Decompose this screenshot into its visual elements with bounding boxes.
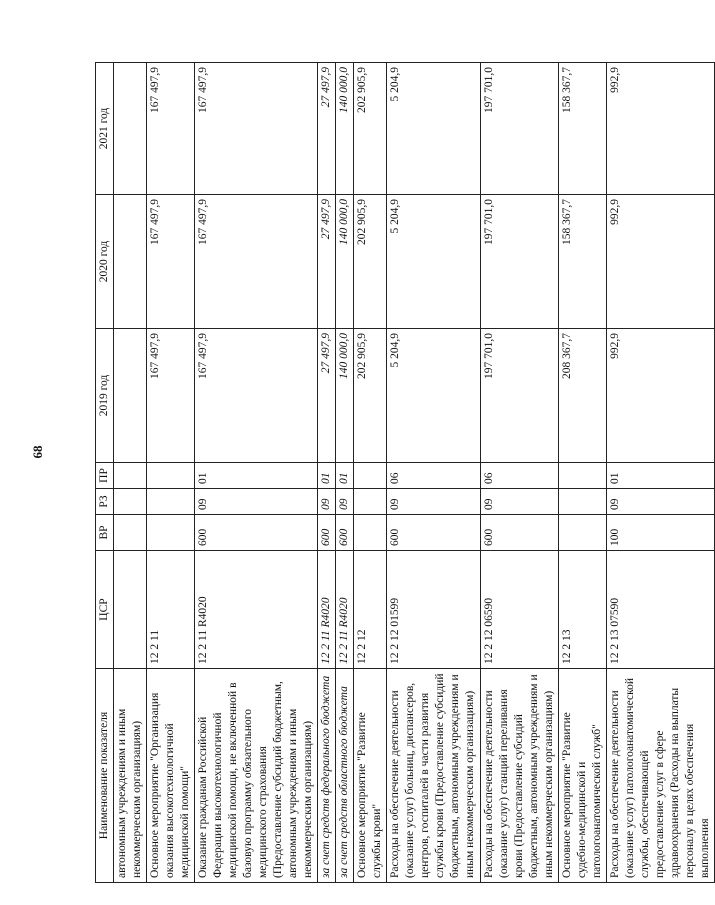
header-vr: ВР bbox=[96, 515, 114, 551]
row-name: Основное мероприятие "Развитие службы крови" bbox=[354, 669, 387, 883]
page-number: 68 bbox=[30, 445, 45, 459]
row-pr: 01 bbox=[607, 463, 715, 489]
table-row bbox=[318, 63, 336, 883]
row-name: Расходы на обеспечение деятельности (оказание услуг) больниц, диспансеров, центров, госпиталей в части развития службы крови (Предоставление субсидий бюджетным, автономным учреждениям и иным некоммерческим организациям) bbox=[387, 669, 481, 883]
row-csr: 12 2 13 bbox=[559, 551, 607, 669]
row-pr: 06 bbox=[387, 463, 481, 489]
row-pr bbox=[354, 463, 387, 489]
row-2020: 202 905,9 bbox=[354, 195, 387, 329]
row-2021: 158 367,7 bbox=[559, 63, 607, 195]
table-row bbox=[195, 63, 318, 883]
row-vr: 600 bbox=[336, 515, 354, 551]
table-row bbox=[147, 63, 195, 883]
row-2021: 202 905,9 bbox=[354, 63, 387, 195]
row-rz: 09 bbox=[481, 489, 559, 515]
row-2019: 208 367,7 bbox=[559, 329, 607, 463]
row-2020: 197 701,0 bbox=[481, 195, 559, 329]
header-csr: ЦСР bbox=[96, 551, 114, 669]
row-vr bbox=[354, 515, 387, 551]
row-vr: 600 bbox=[387, 515, 481, 551]
row-rz: 09 bbox=[387, 489, 481, 515]
row-rz: 09 bbox=[318, 489, 336, 515]
row-vr bbox=[147, 515, 195, 551]
row-2019: 140 000,0 bbox=[336, 329, 354, 463]
budget-table bbox=[95, 62, 715, 883]
row-pr bbox=[147, 463, 195, 489]
row-name: автономным учреждениям и иным некоммерческим организациям) bbox=[114, 669, 147, 883]
row-2020 bbox=[114, 195, 147, 329]
row-pr: 01 bbox=[318, 463, 336, 489]
row-2019 bbox=[114, 329, 147, 463]
row-csr: 12 2 11 R4020 bbox=[318, 551, 336, 669]
row-rz bbox=[114, 489, 147, 515]
row-vr: 100 bbox=[607, 515, 715, 551]
row-2021: 167 497,9 bbox=[195, 63, 318, 195]
row-2021: 167 497,9 bbox=[147, 63, 195, 195]
row-2020: 167 497,9 bbox=[147, 195, 195, 329]
row-csr: 12 2 11 R4020 bbox=[195, 551, 318, 669]
row-2019: 167 497,9 bbox=[195, 329, 318, 463]
row-rz: 09 bbox=[607, 489, 715, 515]
header-2019: 2019 год bbox=[96, 329, 114, 463]
row-2020: 27 497,9 bbox=[318, 195, 336, 329]
header-name: Наименование показателя bbox=[96, 669, 114, 883]
row-csr: 12 2 13 07590 bbox=[607, 551, 715, 669]
row-pr bbox=[114, 463, 147, 489]
row-rz bbox=[354, 489, 387, 515]
row-name: Оказание гражданам Российской Федерации высокотехнологичной медицинской помощи, не включенной в базовую программу обязательного медицинского страхования (Предоставление субсидий бюджетным, автономным учреждениям и иным некоммерческим организациям) bbox=[195, 669, 318, 883]
row-name: Основное мероприятие "Организация оказания высокотехнологичной медицинской помощи" bbox=[147, 669, 195, 883]
table-row bbox=[607, 63, 715, 883]
row-2021: 140 000,0 bbox=[336, 63, 354, 195]
row-csr bbox=[114, 551, 147, 669]
table-row bbox=[114, 63, 147, 883]
row-2019: 5 204,9 bbox=[387, 329, 481, 463]
row-2021 bbox=[114, 63, 147, 195]
row-rz: 09 bbox=[336, 489, 354, 515]
table-row bbox=[354, 63, 387, 883]
row-name: за счет средств федерального бюджета bbox=[318, 669, 336, 883]
row-2020: 158 367,7 bbox=[559, 195, 607, 329]
header-pr: ПР bbox=[96, 463, 114, 489]
row-csr: 12 2 11 R4020 bbox=[336, 551, 354, 669]
row-rz: 09 bbox=[195, 489, 318, 515]
row-2020: 167 497,9 bbox=[195, 195, 318, 329]
row-2021: 27 497,9 bbox=[318, 63, 336, 195]
header-2020: 2020 год bbox=[96, 195, 114, 329]
row-2020: 140 000,0 bbox=[336, 195, 354, 329]
row-2019: 197 701,0 bbox=[481, 329, 559, 463]
row-csr: 12 2 12 06590 bbox=[481, 551, 559, 669]
row-2019: 202 905,9 bbox=[354, 329, 387, 463]
rotated-page-content bbox=[95, 63, 711, 883]
row-2021: 5 204,9 bbox=[387, 63, 481, 195]
row-2019: 992,9 bbox=[607, 329, 715, 463]
table-row bbox=[387, 63, 481, 883]
row-2019: 167 497,9 bbox=[147, 329, 195, 463]
row-name: Расходы на обеспечение деятельности (оказание услуг) станций переливания крови (Предоставление субсидий бюджетным, автономным учреждениям и иным некоммерческим организациям) bbox=[481, 669, 559, 883]
row-rz bbox=[559, 489, 607, 515]
row-name: за счет средств областного бюджета bbox=[336, 669, 354, 883]
row-pr: 06 bbox=[481, 463, 559, 489]
table-row bbox=[336, 63, 354, 883]
row-vr: 600 bbox=[318, 515, 336, 551]
row-2021: 992,9 bbox=[607, 63, 715, 195]
table-header-row bbox=[96, 63, 114, 883]
row-2019: 27 497,9 bbox=[318, 329, 336, 463]
row-vr: 600 bbox=[195, 515, 318, 551]
row-pr bbox=[559, 463, 607, 489]
row-2021: 197 701,0 bbox=[481, 63, 559, 195]
row-csr: 12 2 11 bbox=[147, 551, 195, 669]
row-2020: 5 204,9 bbox=[387, 195, 481, 329]
row-pr: 01 bbox=[195, 463, 318, 489]
table-row bbox=[481, 63, 559, 883]
row-rz bbox=[147, 489, 195, 515]
row-csr: 12 2 12 bbox=[354, 551, 387, 669]
row-name: Расходы на обеспечение деятельности (оказание услуг) патологоанатомической службы, обеспечивающей предоставление услуг в сфере здравоохранения (Расходы на выплаты персоналу в целях обеспечения выполнения bbox=[607, 669, 715, 883]
row-vr bbox=[559, 515, 607, 551]
row-pr: 01 bbox=[336, 463, 354, 489]
row-2020: 992,9 bbox=[607, 195, 715, 329]
table-row bbox=[559, 63, 607, 883]
row-vr: 600 bbox=[481, 515, 559, 551]
row-csr: 12 2 12 01599 bbox=[387, 551, 481, 669]
row-vr bbox=[114, 515, 147, 551]
header-2021: 2021 год bbox=[96, 63, 114, 195]
header-rz: РЗ bbox=[96, 489, 114, 515]
row-name: Основное мероприятие "Развитие судебно-медицинской и патологоанатомической служб" bbox=[559, 669, 607, 883]
